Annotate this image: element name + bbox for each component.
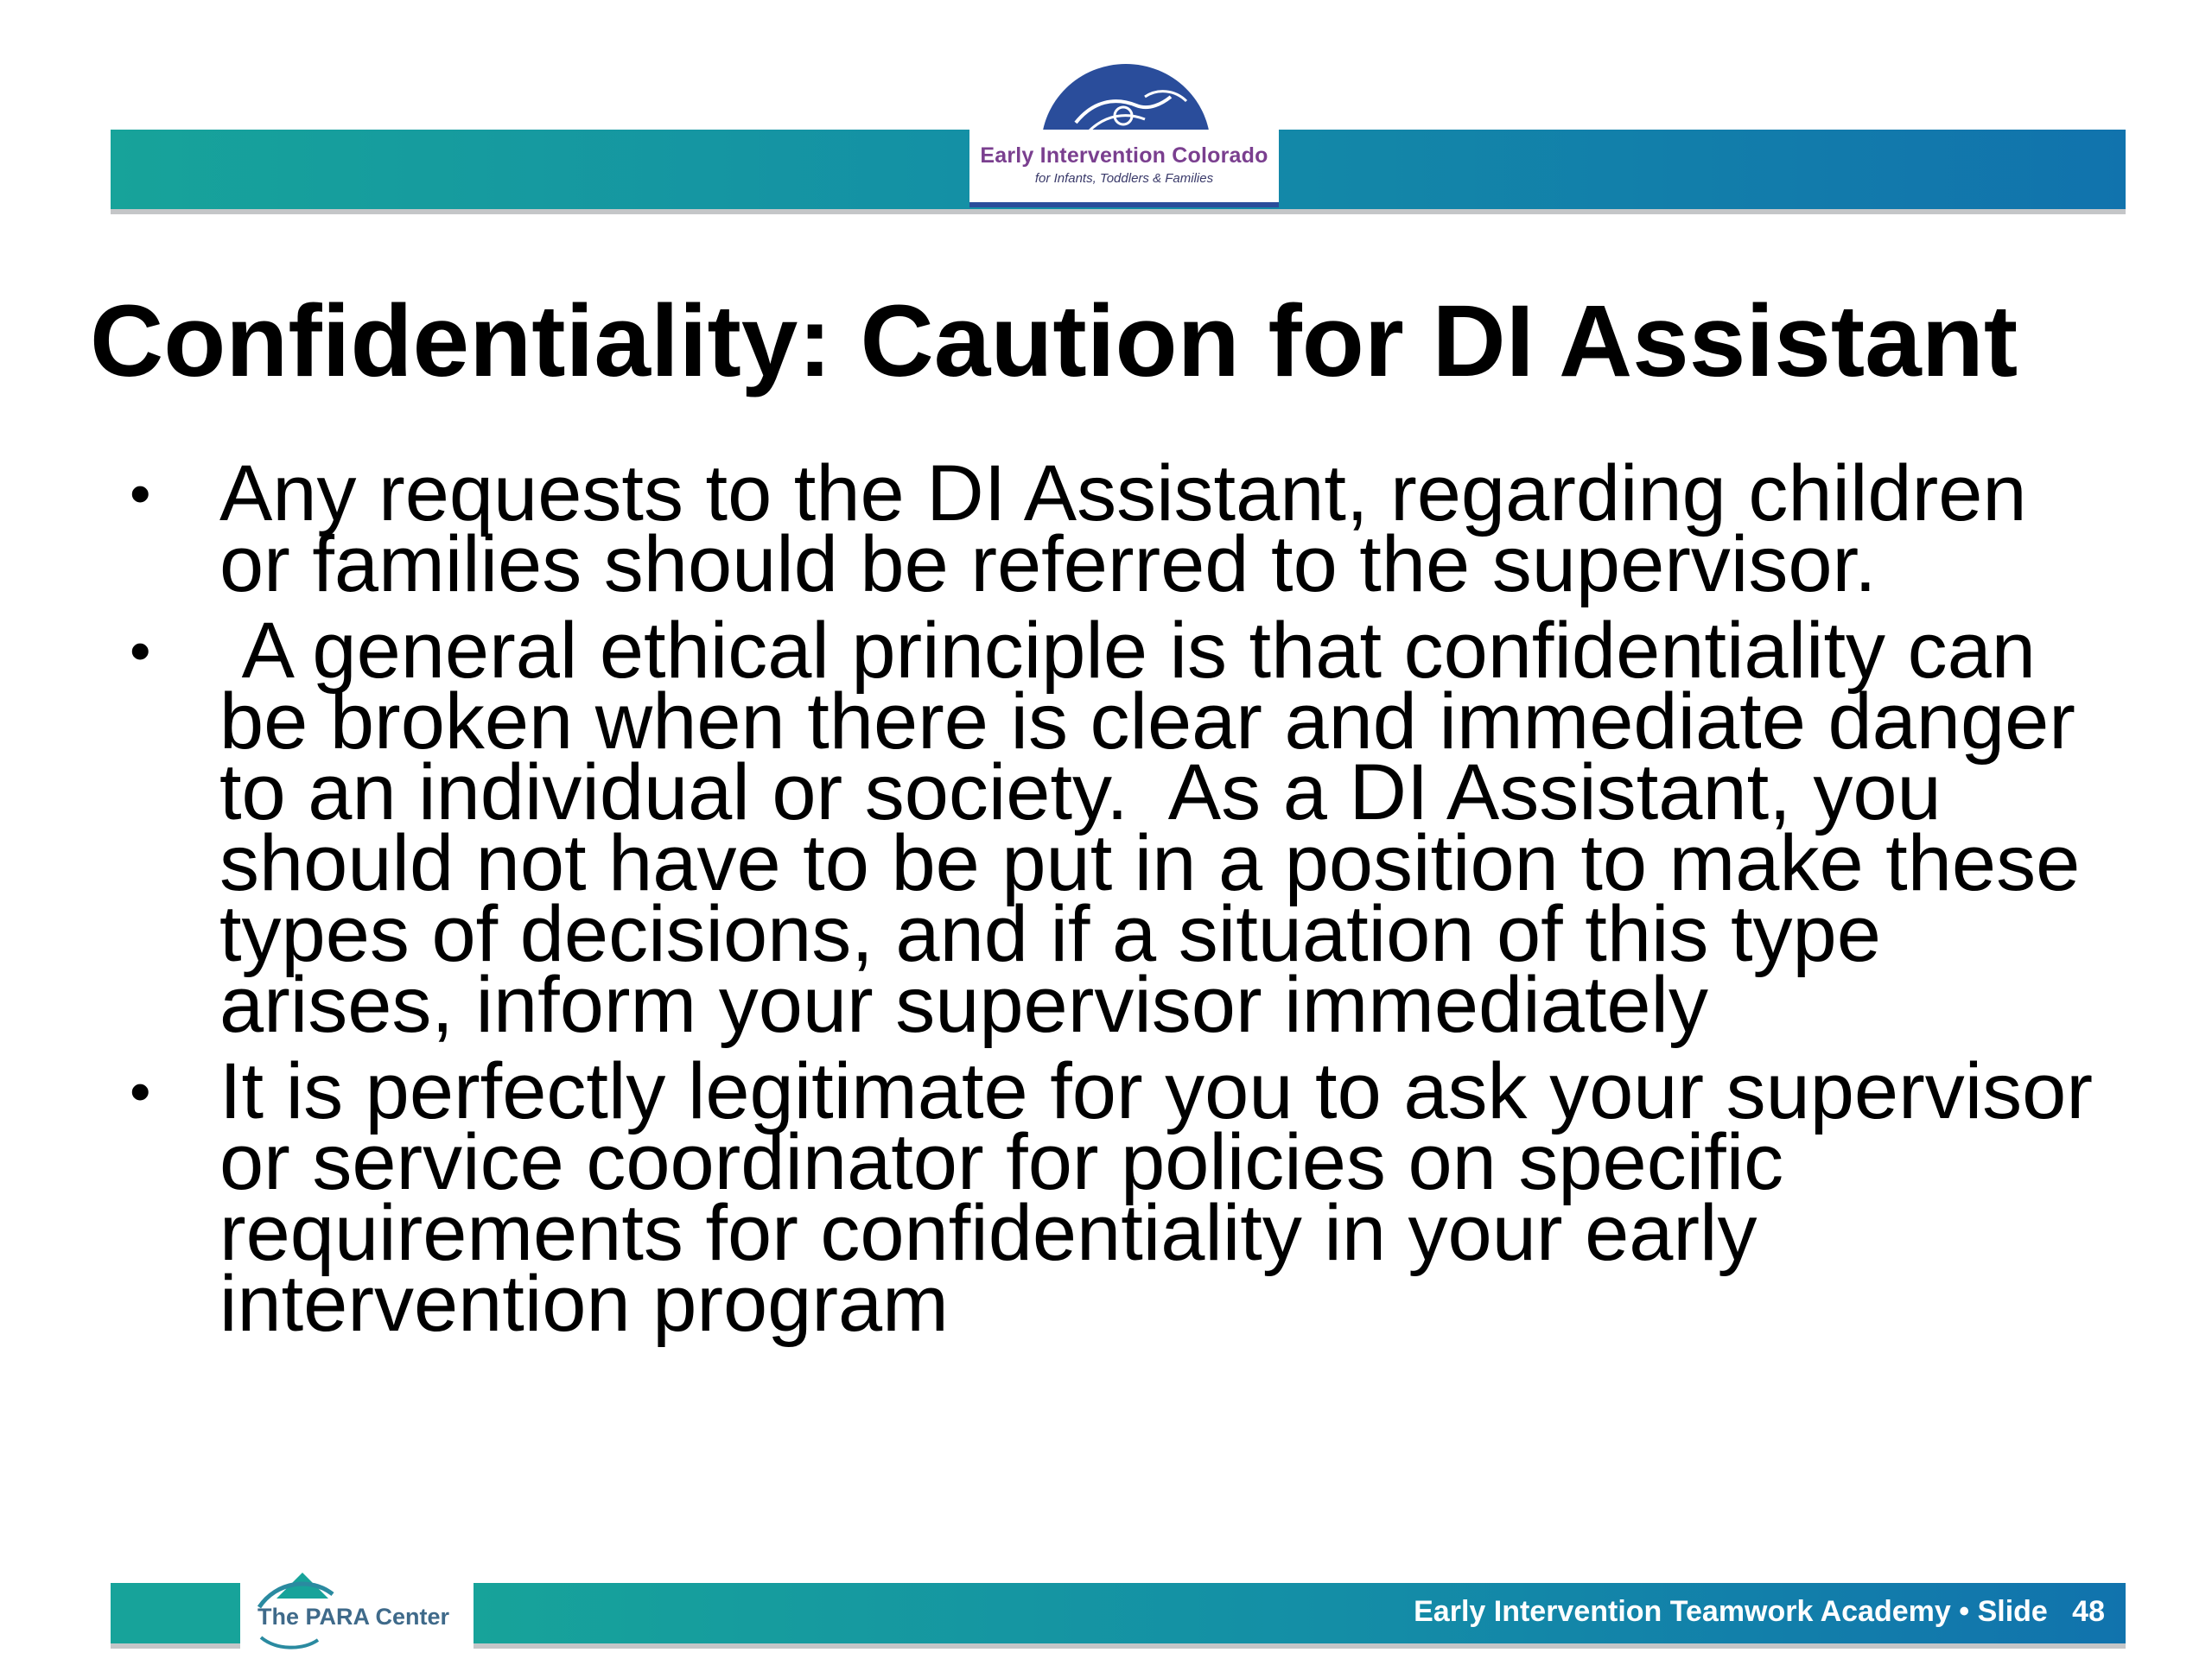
slide-title: Confidentiality: Caution for DI Assistant <box>90 284 2018 398</box>
header-logo <box>969 130 1279 207</box>
para-center-logo-icon <box>251 1555 467 1650</box>
bullet-text: Any requests to the DI Assistant, regarding children or families should be referred to the supervisor. <box>219 449 2027 608</box>
header-logo-tagline: for Infants, Toddlers & Families <box>1034 171 1214 186</box>
bullet-item <box>130 607 2117 1049</box>
bullet-icon: • <box>130 617 151 684</box>
footer-left-block <box>111 1583 240 1643</box>
bullet-text: A general ethical principle is that confidentiality can be broken when there is clear and immediate danger to an individual or society. As a DI Assistant, you should not have to be put in a position to make these types of decisions, and if a situation of this type arises, inform your supervisor immediately <box>219 607 2102 1049</box>
header-logo-name: Early Intervention Colorado <box>980 143 1268 168</box>
bullet-list <box>130 449 2117 1355</box>
bullet-item <box>130 1047 2117 1348</box>
bullet-item <box>130 449 2117 608</box>
footer-text: Early Intervention Teamwork Academy • Slide 48 <box>1414 1595 2105 1628</box>
bullet-icon: • <box>130 460 151 527</box>
bullet-icon: • <box>130 1058 151 1125</box>
footer-logo-name: The PARA Center <box>257 1604 450 1630</box>
bullet-text: It is perfectly legitimate for you to ask your supervisor or service coordinator for policies on specific requirements for confidentiality in your early intervention program <box>219 1047 2093 1348</box>
